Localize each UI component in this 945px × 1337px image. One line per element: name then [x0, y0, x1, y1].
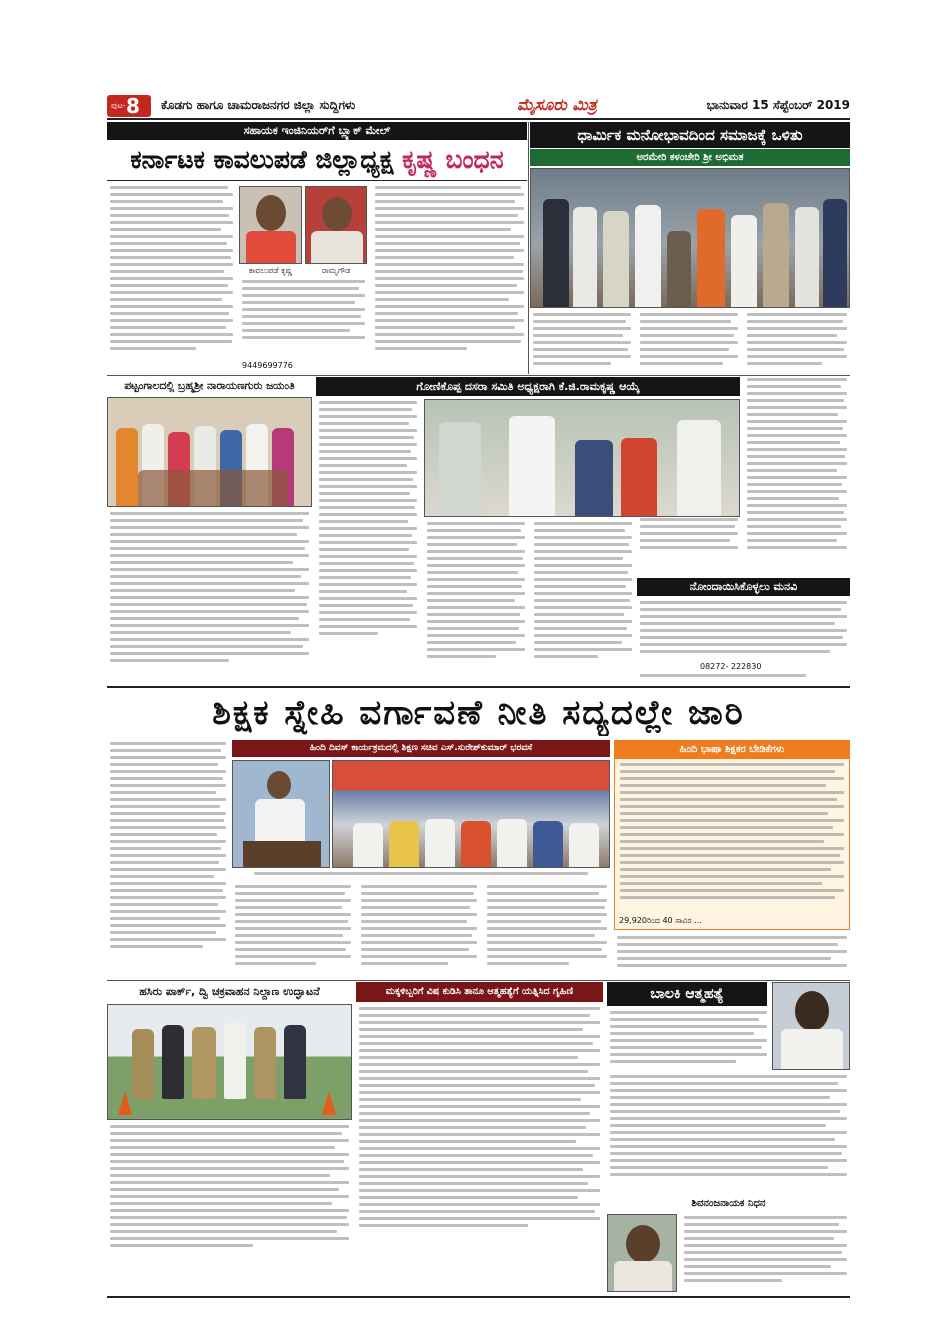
blackmail-headline [107, 141, 527, 179]
blackmail-photo-1 [239, 186, 302, 264]
rule-bottom [107, 980, 850, 981]
register-body [637, 599, 850, 669]
blackmail-photo-1-caption: ಕಾವಲುಪಡೆ ಕೃಷ್ಣ [248, 266, 293, 275]
issue-date: ಭಾನುವಾರ 15 ಸೆಪ್ಟೆಂಬರ್ 2019 [706, 98, 850, 112]
blackmail-photo-2 [305, 186, 367, 264]
hindi-body-col1 [107, 740, 229, 978]
blackmail-headline-part2: ಕೃಷ್ಣ ಬಂಧನ [402, 145, 504, 174]
hindi-photo-speaker [232, 760, 330, 868]
obit-body [681, 1214, 850, 1292]
girl-body [607, 1009, 770, 1071]
obit-headline: ಶಿವನಂಜನಾಯಕ ನಿಧನ [691, 1198, 766, 1209]
register-body-tail [637, 672, 850, 682]
register-headline: ನೋಂದಾಯಿಸಿಕೊಳ್ಳಲು ಮನವಿ [637, 578, 850, 596]
page-number: 8 [126, 94, 140, 118]
hindi-body-col2 [232, 883, 354, 978]
hindi-subhead: ಹಿಂದಿ ದಿವಸ್ ಕಾರ್ಯಕ್ರಮದಲ್ಲಿ ಶಿಕ್ಷಣ ಸಚಿವ ಎಸ್.ಸುರೇಶ್‌ಕುಮಾರ್ ಭರವಸೆ [232, 740, 610, 757]
banner-rule-top [107, 686, 850, 688]
hindi-demands-box [614, 740, 850, 930]
religious-body-col1 [530, 311, 634, 373]
girl-body-wide [607, 1073, 850, 1193]
dasara-body-col3 [531, 520, 635, 680]
blackmail-body-col1 [107, 184, 236, 374]
banner-headline: ಶಿಕ್ಷಕ ಸ್ನೇಹಿ ವರ್ಗಾವಣೆ ನೀತಿ ಸದ್ಯದಲ್ಲೇ ಜಾರಿ [212, 693, 745, 733]
park-photo [107, 1004, 352, 1120]
rule-footer [107, 1296, 850, 1298]
religious-body-col2 [637, 311, 741, 373]
hindi-body-col5 [614, 934, 850, 978]
blackmail-contact: 9449699776 [242, 361, 293, 370]
girl-headline: ಬಾಲಕಿ ಆತ್ಮಹತ್ಯೆ [607, 982, 767, 1006]
blackmail-photo-2-caption: ರಾಮೃಗೌಡ [321, 266, 351, 275]
dasara-body-col1 [316, 399, 420, 679]
religious-subhead: ಅರಮೇರಿ ಕಳಂಚೇರಿ ಶ್ರೀ ಅಭಿಮತ [530, 149, 850, 166]
hindi-photo-stage [332, 760, 610, 868]
dasara-photo [424, 399, 740, 517]
park-body [107, 1123, 352, 1261]
girl-photo [772, 982, 850, 1070]
religious-body-col3 [744, 311, 850, 373]
paper-name: ಮೈಸೂರು ಮಿತ್ರ [517, 95, 597, 114]
hindi-body-col4 [484, 883, 610, 978]
obit-photo [607, 1214, 677, 1292]
blackmail-headline-part1: ಕರ್ನಾಟಕ ಕಾವಲುಪಡೆ ಜಿಲ್ಲಾಧ್ಯಕ್ಷ [130, 145, 403, 174]
religious-headline: ಧಾರ್ಮಿಕ ಮನೋಭಾವದಿಂದ ಸಮಾಜಕ್ಕೆ ಒಳಿತು [530, 122, 850, 148]
page-number-badge [107, 95, 151, 117]
narayana-body [107, 510, 312, 680]
religious-photo [530, 168, 850, 308]
blackmail-rule [107, 180, 527, 181]
hindi-body-col3 [358, 883, 480, 978]
blackmail-body-col2 [239, 278, 368, 360]
masthead [107, 95, 850, 117]
narayana-headline: ಪಟ್ಟಂಗಾಲದಲ್ಲಿ ಬ್ರಹ್ಮಶ್ರೀ ನಾರಾಯಣಗುರು ಜಯಂತಿ [124, 380, 295, 392]
narayana-photo [107, 397, 312, 507]
hindi-demands-footer: 29,920ರಿಂದ 40 ಸಾವಿರ ... [619, 916, 702, 925]
minor-headline: ಮಕ್ಕಳಿಬ್ಬರಿಗೆ ವಿಷ ಕುಡಿಸಿ ತಾನೂ ಆತ್ಮಹತ್ಯೆಗೆ ಯತ್ನಿಸಿದ ಗೃಹಿಣಿ [356, 982, 603, 1002]
page-label: ಪುಟ- [111, 101, 126, 110]
register-phone: 08272- 222830 [700, 662, 762, 671]
religious-body-col4 [744, 376, 850, 576]
hindi-photo-caption [232, 870, 610, 880]
blackmail-body-col3 [372, 184, 527, 374]
section-title: ಕೊಡಗು ಹಾಗೂ ಚಾಮರಾಜನಗರ ಜಿಲ್ಲಾ ಸುದ್ದಿಗಳು [161, 98, 356, 112]
dasara-headline: ಗೋಣಿಕೊಪ್ಪ ದಸರಾ ಸಮಿತಿ ಅಧ್ಯಕ್ಷರಾಗಿ ಕೆ.ಜಿ.ರಾಮಕೃಷ್ಣ ಆಯ್ಕೆ [316, 377, 740, 396]
rule-top-split [528, 122, 529, 374]
rule-mid [107, 375, 850, 376]
blackmail-kicker: ಸಹಾಯಕ ಇಂಜಿನಿಯರ್‌ಗೆ ಬ್ಲ್ಯಾಕ್ ಮೇಲ್ [107, 122, 527, 140]
hindi-demands-title: ಹಿಂದಿ ಭಾಷಾ ಶಿಕ್ಷಕರ ಬೇಡಿಕೆಗಳು [615, 741, 849, 759]
dasara-body-col2 [424, 520, 528, 680]
masthead-rule [107, 118, 850, 120]
park-headline: ಹಸಿರು ಪಾರ್ಕ್, ದ್ವಿ ಚಕ್ರವಾಹನ ನಿಲ್ದಾಣ ಉದ್ಘಾಟನೆ [139, 985, 320, 998]
minor-body-col1 [356, 1005, 603, 1261]
hindi-demands-list [617, 761, 847, 911]
